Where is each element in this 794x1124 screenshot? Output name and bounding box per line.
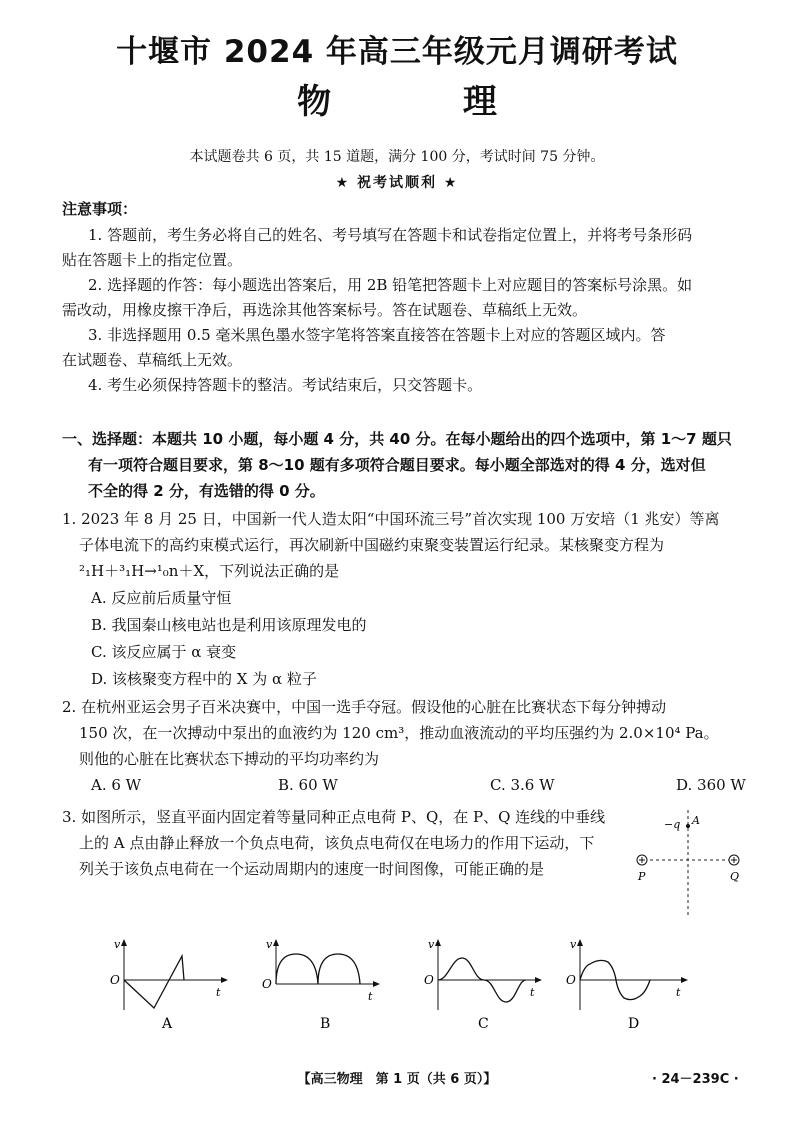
q2-option-b: B. 60 W [278,776,338,794]
notice-line: 需改动，用橡皮擦干净后，再选涂其他答案标号。答在试题卷、草稿纸上无效。 [62,301,588,319]
notice-line: 1. 答题前，考生务必将自己的姓名、考号填写在答题卡和试卷指定位置上，并将考号条形码 [88,226,693,244]
q1-option-a: A. 反应前后质量守恒 [91,589,232,607]
q3-stem: 上的 A 点由静止释放一个负点电荷，该负点电荷仅在电场力的作用下运动，下 [79,834,595,852]
q1-option-d: D. 该核聚变方程中的 X 为 α 粒子 [91,670,317,688]
axis-t-label: t [530,986,535,999]
axis-v-label: v [266,938,273,951]
graph-b-label: B [320,1016,331,1032]
graph-c [418,936,548,1032]
q1-stem: 1. 2023 年 8 月 25 日，中国新一代人造太阳“中国环流三号”首次实现 100 万安培（1 兆安）等离 [62,510,720,528]
q2-stem: 2. 在杭州亚运会男子百米决赛中，中国一选手夺冠。假设他的心脏在比赛状态下每分钟搏动 [62,698,667,716]
good-luck-line: ★ 祝考试顺利 ★ [335,175,459,191]
section-line: 不全的得 2 分，有选错的得 0 分。 [88,482,325,500]
curve-b [276,954,360,984]
axis-t-label: t [368,990,373,1003]
q3-stem: 3. 如图所示，竖直平面内固定着等量同种正点电荷 P、Q，在 P、Q 连线的中垂线 [62,808,606,826]
axis-t-label: t [676,986,681,999]
graph-b [256,936,386,1032]
q1-option-c: C. 该反应属于 α 衰变 [91,643,237,661]
notice-heading: 注意事项： [62,200,138,218]
point-a-dot [686,824,690,828]
point-p-label: P [638,870,646,883]
point-q-label: Q [730,870,740,883]
q3-stem: 列关于该负点电荷在一个运动周期内的速度一时间图像，可能正确的是 [79,860,545,878]
origin-label: O [262,977,272,991]
q1-option-b: B. 我国秦山核电站也是利用该原理发电的 [91,616,367,634]
notice-line: 3. 非选择题用 0.5 毫米黑色墨水签字笔将答案直接答在答题卡上对应的答题区域内。答 [88,326,666,344]
notice-line: 贴在答题卡上的指定位置。 [62,251,243,269]
graph-a [104,936,234,1032]
q2-stem: 则他的心脏在比赛状态下搏动的平均功率约为 [79,750,380,768]
origin-label: O [110,973,120,987]
graph-a-label: A [162,1016,173,1032]
paper-code: · 24－239C · [652,1072,739,1087]
axis-v-label: v [428,938,435,951]
subject-title: 物 理 [297,82,557,122]
axis-v-label: v [114,938,121,951]
origin-label: O [424,973,434,987]
notice-line: 4. 考生必须保持答题卡的整洁。考试结束后，只交答题卡。 [88,376,483,394]
graph-c-label: C [478,1016,489,1032]
charge-label: −q [664,818,681,831]
q2-option-a: A. 6 W [91,776,142,794]
q2-stem: 150 次，在一次搏动中泵出的血液约为 120 cm³，推动血液流动的平均压强约为 2.0×10⁴ Pa。 [79,724,719,742]
q2-option-d: D. 360 W [676,776,746,794]
graph-d-label: D [628,1016,640,1032]
exam-intro: 本试题卷共 6 页，共 15 道题，满分 100 分，考试时间 75 分钟。 [189,149,605,165]
curve-a [124,956,184,1008]
section-heading: 一、选择题：本题共 10 小题，每小题 4 分，共 40 分。在每小题给出的四个选项中，第 1～7 题只 [62,430,732,448]
q2-option-c: C. 3.6 W [490,776,555,794]
section-line: 有一项符合题目要求，第 8～10 题有多项符合题目要求。每小题全部选对的得 4 分，选对但 [88,456,706,474]
q1-stem: ²₁H＋³₁H→¹₀n＋X，下列说法正确的是 [79,562,340,580]
notice-line: 在试题卷、草稿纸上无效。 [62,351,243,369]
axis-v-label: v [570,938,577,951]
origin-label: O [566,973,576,987]
page-footer: 【高三物理 第 1 页（共 6 页）】 [297,1072,497,1087]
exam-title: 十堰市 2024 年高三年级元月调研考试 [116,34,678,70]
q1-stem: 子体电流下的高约束模式运行，再次刷新中国磁约束聚变装置运行纪录。某核聚变方程为 [79,536,665,554]
charge-figure [630,808,750,920]
point-a-label: A [692,814,700,827]
axis-t-label: t [216,986,221,999]
notice-line: 2. 选择题的作答：每小题选出答案后，用 2B 铅笔把答题卡上对应题目的答案标号涂黑。如 [88,276,693,294]
graph-d [560,936,694,1032]
